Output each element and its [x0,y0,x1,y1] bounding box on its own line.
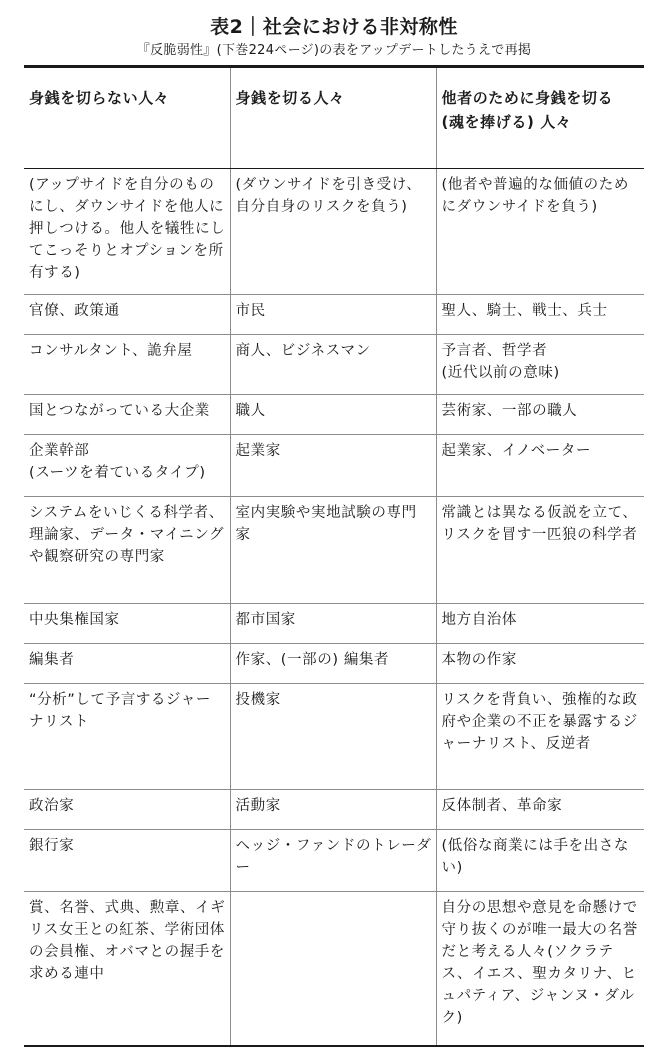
table-cell: 銀行家 [24,830,230,892]
table-row [24,335,644,395]
table-cell: システムをいじくる科学者、理論家、データ・マイニングや観察研究の専門家 [24,497,230,604]
table-subtitle: 『反脆弱性』(下巻224ページ)の表をアップデートしたうえで再掲 [136,43,532,58]
table-cell: 職人 [230,395,436,435]
table-cell: 起業家 [230,435,436,497]
table-row [24,684,644,790]
table-cell: コンサルタント、詭弁屋 [24,335,230,395]
table-row [24,790,644,830]
table-cell: ヘッジ・ファンドのトレーダー [230,830,436,892]
table-cell: 賞、名誉、式典、勲章、イギリス女王との紅茶、学術団体の会員権、オバマとの握手を求める連中 [24,892,230,1047]
table-cell: (ダウンサイドを引き受け、自分自身のリスクを負う) [230,169,436,295]
column-header-no-skin: 身銭を切らない人々 [24,68,230,169]
table-row [24,644,644,684]
table-cell: 市民 [230,295,436,335]
table-cell: 芸術家、一部の職人 [436,395,644,435]
table-row [24,604,644,644]
table-cell: 中央集権国家 [24,604,230,644]
table-cell: 国とつながっている大企業 [24,395,230,435]
table-cell: 政治家 [24,790,230,830]
table-title: 表2｜社会における非対称性 [210,16,458,38]
table-cell [230,892,436,1047]
table-cell: 室内実験や実地試験の専門家 [230,497,436,604]
table-cell: 企業幹部 (スーツを着ているタイプ) [24,435,230,497]
table-row [24,295,644,335]
table-cell: (低俗な商業には手を出さない) [436,830,644,892]
column-header-soul: 他者のために身銭を切る (魂を捧げる) 人々 [436,68,644,169]
table-cell: 自分の思想や意見を命懸けで守り抜くのが唯一最大の名誉だと考える人々(ソクラテス、イエス、聖カタリナ、ヒュパティア、ジャンヌ・ダルク) [436,892,644,1047]
table-cell: 投機家 [230,684,436,790]
table-row [24,395,644,435]
table-row [24,892,644,1047]
table-cell: 聖人、騎士、戦士、兵士 [436,295,644,335]
table-cell: 常識とは異なる仮説を立て、リスクを冒す一匹狼の科学者 [436,497,644,604]
table-cell: 都市国家 [230,604,436,644]
asymmetry-table [24,68,644,1047]
table-row [24,497,644,604]
table-cell: “分析”して予言するジャーナリスト [24,684,230,790]
table-cell: 予言者、哲学者 (近代以前の意味) [436,335,644,395]
column-header-skin: 身銭を切る人々 [230,68,436,169]
header-row [24,68,644,169]
table-cell: 編集者 [24,644,230,684]
table-row [24,169,644,295]
table-cell: リスクを背負い、強権的な政府や企業の不正を暴露するジャーナリスト、反逆者 [436,684,644,790]
table-cell: (他者や普遍的な価値のためにダウンサイドを負う) [436,169,644,295]
table-cell: 官僚、政策通 [24,295,230,335]
table-row [24,435,644,497]
table-cell: 商人、ビジネスマン [230,335,436,395]
table-cell: 活動家 [230,790,436,830]
table-cell: 反体制者、革命家 [436,790,644,830]
table-cell: (アップサイドを自分のものにし、ダウンサイドを他人に押しつける。他人を犠牲にしてこっそりとオプションを所有する) [24,169,230,295]
table-cell: 起業家、イノベーター [436,435,644,497]
table-row [24,830,644,892]
table-cell: 本物の作家 [436,644,644,684]
table-cell: 地方自治体 [436,604,644,644]
table-cell: 作家、(一部の) 編集者 [230,644,436,684]
